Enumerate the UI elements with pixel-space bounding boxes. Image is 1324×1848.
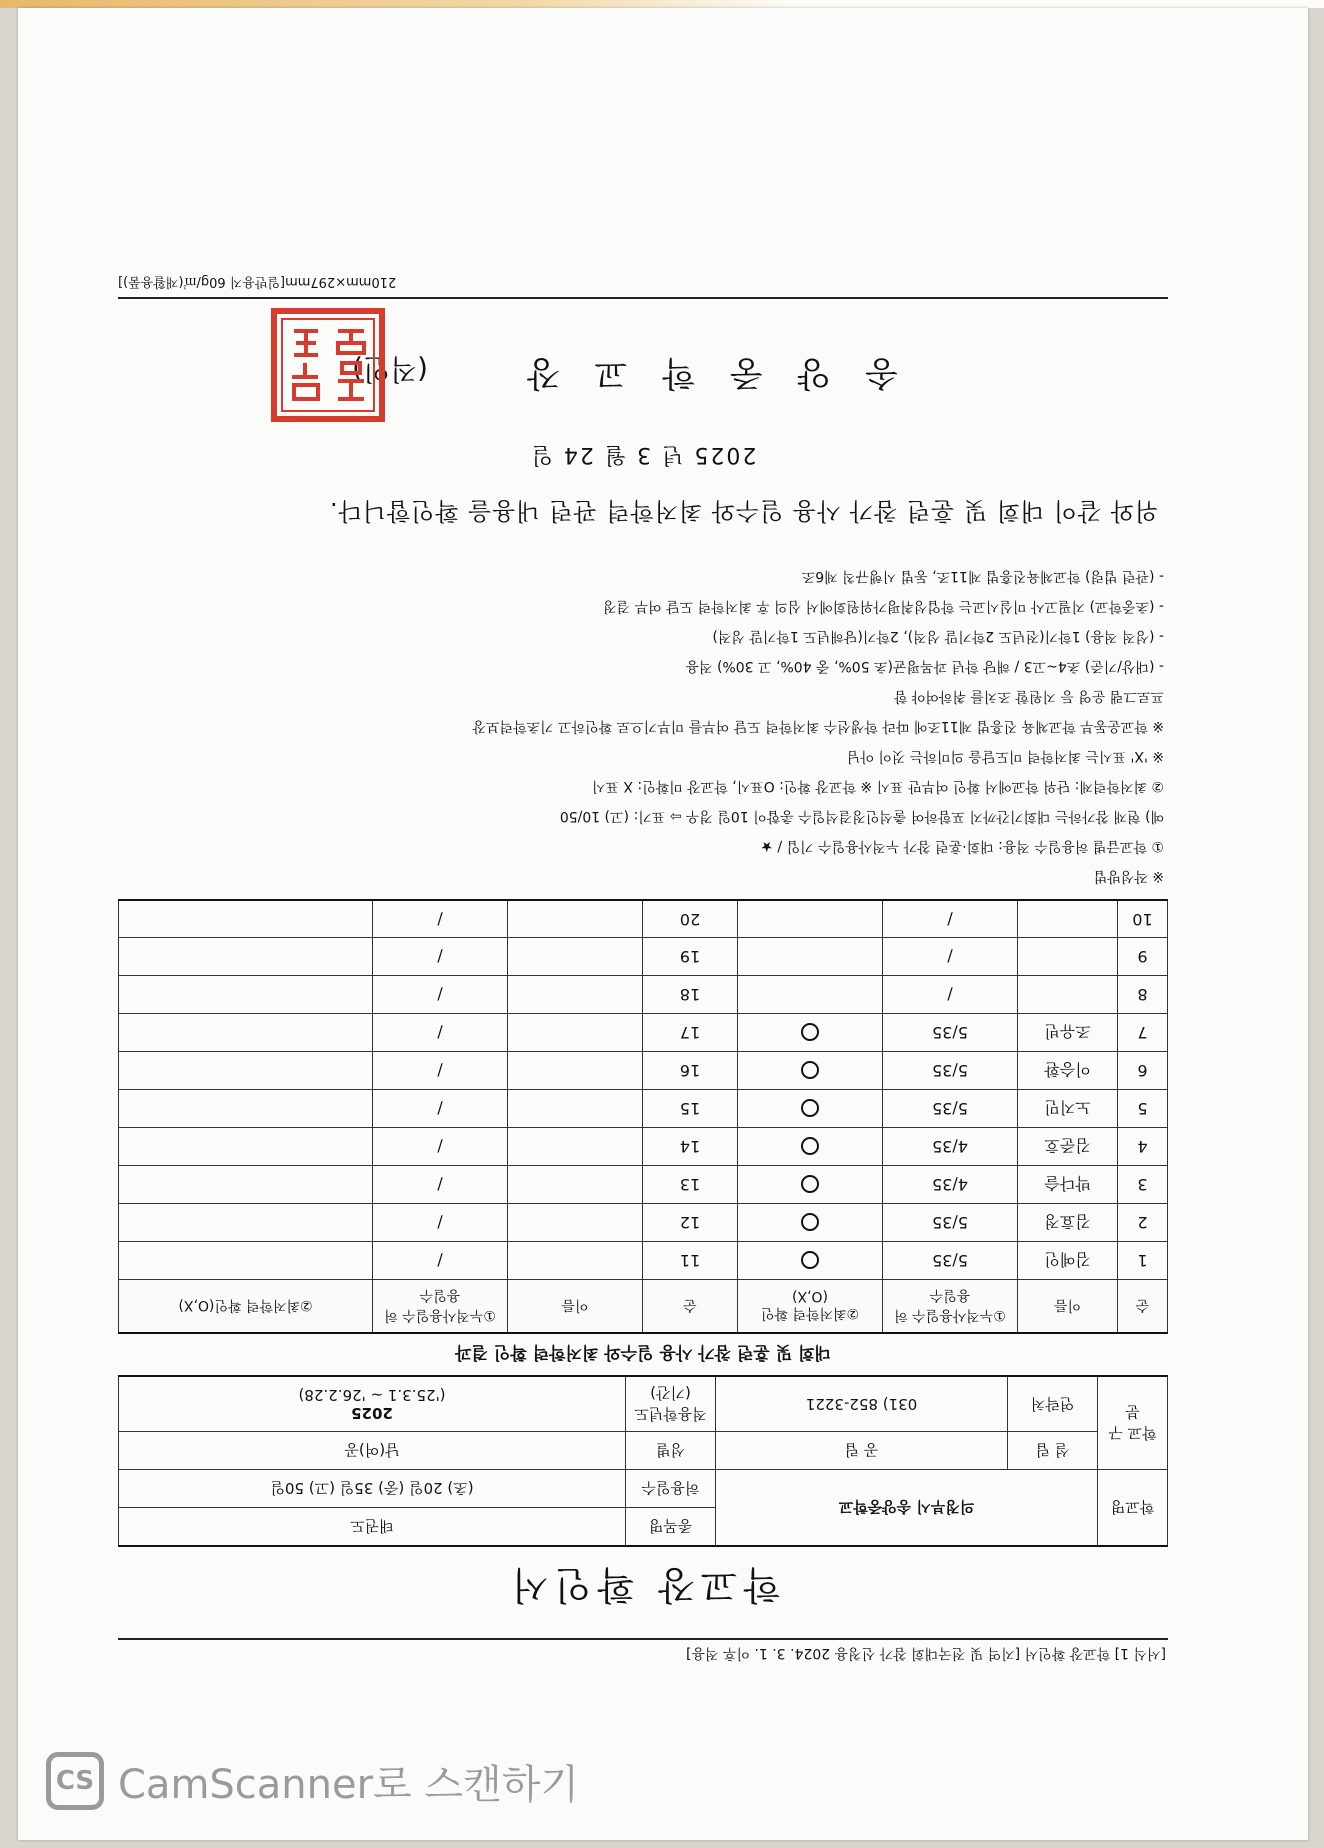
student-name-2 — [508, 1166, 643, 1204]
row-number: 7 — [1118, 1014, 1168, 1052]
student-name: 김예인 — [1018, 1242, 1118, 1280]
row-number: 5 — [1118, 1090, 1168, 1128]
used-days-2: / — [373, 1014, 508, 1052]
student-name: 이승환 — [1018, 1052, 1118, 1090]
grade-check — [738, 1128, 883, 1166]
check-circle-icon — [801, 1251, 819, 1269]
student-name: 조유빈 — [1018, 1014, 1118, 1052]
table-row — [119, 1128, 1168, 1166]
period-year: 2025 — [351, 1404, 393, 1423]
gender-label: 성별 — [626, 1432, 716, 1470]
notes-section — [118, 561, 1168, 891]
camscanner-logo-icon: CS — [46, 1752, 104, 1810]
student-name-2 — [508, 1014, 643, 1052]
row-number: 2 — [1118, 1204, 1168, 1242]
student-name-2 — [508, 1204, 643, 1242]
used-days: 5/35 — [883, 1014, 1018, 1052]
used-days: / — [883, 900, 1018, 938]
results-rows — [119, 900, 1168, 1280]
grade-check-2 — [119, 1090, 373, 1128]
col-name-2: 이름 — [508, 1280, 643, 1334]
grade-check — [738, 1090, 883, 1128]
grade-check — [738, 900, 883, 938]
col-name: 이름 — [1018, 1280, 1118, 1334]
school-group-label: 학교 구분 — [1098, 1377, 1168, 1471]
grade-check — [738, 976, 883, 1014]
used-days-2: / — [373, 900, 508, 938]
camscanner-watermark — [46, 1752, 579, 1810]
confirmation-text: 위와 같이 대회 및 훈련 참가 사용 일수와 최저학력 관련 내용을 확인합니다. — [328, 497, 1158, 525]
check-circle-icon — [801, 1213, 819, 1231]
table-row — [119, 976, 1168, 1014]
note-line: ② 최저학력제: 단위 학교에서 확인 여부만 표시 ※ 학교장 확인: O표시, 학교장 미확인: X 표시 — [591, 778, 1164, 794]
check-circle-icon — [801, 1023, 819, 1041]
document-title: 학교장 확인서 — [505, 1563, 781, 1607]
student-name — [1018, 900, 1118, 938]
official-seal-icon — [268, 305, 388, 425]
student-name: 박다슬 — [1018, 1166, 1118, 1204]
period-label: 적용학년도 (기간) — [626, 1377, 716, 1433]
student-name-2 — [508, 900, 643, 938]
grade-check-2 — [119, 1242, 373, 1280]
note-line: - (성적 적용) 1학기(전년도 2학기말 성적), 2학기(당해년도 1학기말 성적) — [712, 628, 1164, 644]
issue-date: 2025 년 3 월 24 일 — [529, 442, 757, 467]
principal-signature-block — [118, 311, 1168, 421]
grade-check — [738, 1052, 883, 1090]
col-check: ②최저학력 확인(O,X) — [738, 1280, 883, 1334]
row-number: 4 — [1118, 1128, 1168, 1166]
used-days: 4/35 — [883, 1128, 1018, 1166]
grade-check-2 — [119, 1052, 373, 1090]
grade-check — [738, 938, 883, 976]
table-row — [119, 1014, 1168, 1052]
used-days: / — [883, 938, 1018, 976]
grade-check-2 — [119, 900, 373, 938]
table-row — [119, 1166, 1168, 1204]
form-header: [서식 1] 학교장 확인서 [지역 및 전국대회 참가 신청용 2024. 3. 1. 이후 적용] — [118, 1638, 1168, 1668]
grade-check — [738, 1242, 883, 1280]
note-line: ※ 'X' 표시는 최저학력 미도달을 의미하는 것이 아님 — [846, 748, 1164, 764]
upside-down-document — [118, 228, 1168, 1668]
table-row — [119, 1090, 1168, 1128]
col-no: 순 — [1118, 1280, 1168, 1334]
grade-check-2 — [119, 976, 373, 1014]
days-label: 허용일수 — [626, 1470, 716, 1508]
student-name-2 — [508, 1052, 643, 1090]
used-days-2: / — [373, 1128, 508, 1166]
results-table — [118, 899, 1168, 1335]
row-number: 8 — [1118, 976, 1168, 1014]
note-line: 프로그램 운영 등 지원할 조치를 취하여야 함 — [893, 688, 1164, 704]
row-number-2: 11 — [643, 1242, 738, 1280]
used-days: 5/35 — [883, 1204, 1018, 1242]
col-days: ①누적사용일수 허용일수 — [883, 1280, 1018, 1334]
grade-check-2 — [119, 1014, 373, 1052]
principal-title: 송 양 중 학 교 장 — [514, 353, 898, 393]
student-name: 김준호 — [1018, 1128, 1118, 1166]
row-number-2: 15 — [643, 1090, 738, 1128]
student-name-2 — [508, 938, 643, 976]
used-days: / — [883, 976, 1018, 1014]
used-days-2: / — [373, 1166, 508, 1204]
type-label: 설 립 — [1008, 1432, 1098, 1470]
row-number-2: 16 — [643, 1052, 738, 1090]
period-range: ('25.3.1 ~ '26.2.28) — [298, 1386, 446, 1405]
paper-spec: 210mm×297mm[일반용지 60g/㎡(재활용품)] — [118, 274, 1168, 299]
row-number-2: 18 — [643, 976, 738, 1014]
student-name-2 — [508, 976, 643, 1014]
row-number-2: 17 — [643, 1014, 738, 1052]
note-line: - (대상/기준) 초4~고3 / 해당 학년 과목평균(초 50%, 중 40%, 고 30%) 적용 — [685, 658, 1164, 674]
used-days: 4/35 — [883, 1166, 1018, 1204]
row-number: 10 — [1118, 900, 1168, 938]
used-days-2: / — [373, 976, 508, 1014]
student-name: 김효정 — [1018, 1204, 1118, 1242]
check-circle-icon — [801, 1061, 819, 1079]
grade-check — [738, 1166, 883, 1204]
row-number: 6 — [1118, 1052, 1168, 1090]
sport-label: 종목명 — [626, 1508, 716, 1546]
note-line: ① 학교급별 허용일수 적용: 대회·훈련 참가 누적사용일수 기입 / ★ — [760, 838, 1164, 854]
grade-check — [738, 1204, 883, 1242]
col-no-2: 순 — [643, 1280, 738, 1334]
used-days-2: / — [373, 1242, 508, 1280]
row-number: 3 — [1118, 1166, 1168, 1204]
grade-check-2 — [119, 1166, 373, 1204]
scan-edge-strip — [0, 0, 1324, 8]
school-name-value: 의정부시 송양중학교 — [716, 1470, 1098, 1546]
check-circle-icon — [801, 1137, 819, 1155]
col-days-2: ①누적사용일수 허용일수 — [373, 1280, 508, 1334]
used-days: 5/35 — [883, 1052, 1018, 1090]
results-subheading: 대회 및 훈련 참가 사용 일수와 최저학력 확인 결과 — [455, 1342, 831, 1363]
student-name: 노지민 — [1018, 1090, 1118, 1128]
note-line: - (관련 법령) 학교체육진흥법 제11조, 동법 시행규칙 제6조 — [801, 568, 1164, 584]
used-days: 5/35 — [883, 1090, 1018, 1128]
used-days-2: / — [373, 938, 508, 976]
results-header-row — [119, 1280, 1168, 1334]
table-row — [119, 1204, 1168, 1242]
row-number-2: 14 — [643, 1128, 738, 1166]
row-number: 9 — [1118, 938, 1168, 976]
table-row — [119, 900, 1168, 938]
contact-label: 연락처 — [1008, 1377, 1098, 1433]
used-days: 5/35 — [883, 1242, 1018, 1280]
camscanner-text: CamScanner로 스캔하기 — [118, 1761, 579, 1808]
contact-value: 031) 852-3221 — [716, 1377, 1008, 1433]
check-circle-icon — [801, 1099, 819, 1117]
used-days-2: / — [373, 1204, 508, 1242]
table-row — [119, 1242, 1168, 1280]
row-number-2: 20 — [643, 900, 738, 938]
student-name — [1018, 976, 1118, 1014]
grade-check — [738, 1014, 883, 1052]
type-value: 공 립 — [716, 1432, 1008, 1470]
gender-value: 남(여)공 — [119, 1432, 626, 1470]
school-name-label: 학교명 — [1098, 1470, 1168, 1546]
grade-check-2 — [119, 938, 373, 976]
days-value: (초) 20일 (중) 35일 (고) 50일 — [119, 1470, 626, 1508]
school-info-table — [118, 1376, 1168, 1548]
note-line: ※ 작성방법 — [1093, 868, 1164, 884]
table-row — [119, 938, 1168, 976]
student-name-2 — [508, 1090, 643, 1128]
sport-value: 태권도 — [119, 1508, 626, 1546]
student-name-2 — [508, 1242, 643, 1280]
grade-check-2 — [119, 1204, 373, 1242]
used-days-2: / — [373, 1090, 508, 1128]
period-value — [119, 1377, 626, 1433]
row-number-2: 19 — [643, 938, 738, 976]
col-check-2: ②최저학력 확인(O,X) — [119, 1280, 373, 1334]
student-name-2 — [508, 1128, 643, 1166]
seal-mark-label: (직인) — [352, 353, 428, 386]
row-number-2: 13 — [643, 1166, 738, 1204]
check-circle-icon — [801, 1175, 819, 1193]
note-line: 예) 현재 참가하는 대회기간까지 포함하여 출석인정결석일수 총합이 10일 경우 ⇨ 표기: (고) 10/50 — [559, 808, 1164, 824]
student-name — [1018, 938, 1118, 976]
scanned-page — [18, 8, 1308, 1840]
grade-check-2 — [119, 1128, 373, 1166]
note-line: ※ 학교운동부 학교체육 진흥법 제11조에 따라 학생선수 최저학력 도달 여부를 미부기으로 확인하고 기초학력보장 — [472, 718, 1164, 734]
table-row — [119, 1052, 1168, 1090]
row-number: 1 — [1118, 1242, 1168, 1280]
note-line: - (초중학교) 지필고사 미실시교는 학업성취평가위원회에서 심의 후 최저학력 도달 여부 결정 — [603, 598, 1164, 614]
row-number-2: 12 — [643, 1204, 738, 1242]
used-days-2: / — [373, 1052, 508, 1090]
